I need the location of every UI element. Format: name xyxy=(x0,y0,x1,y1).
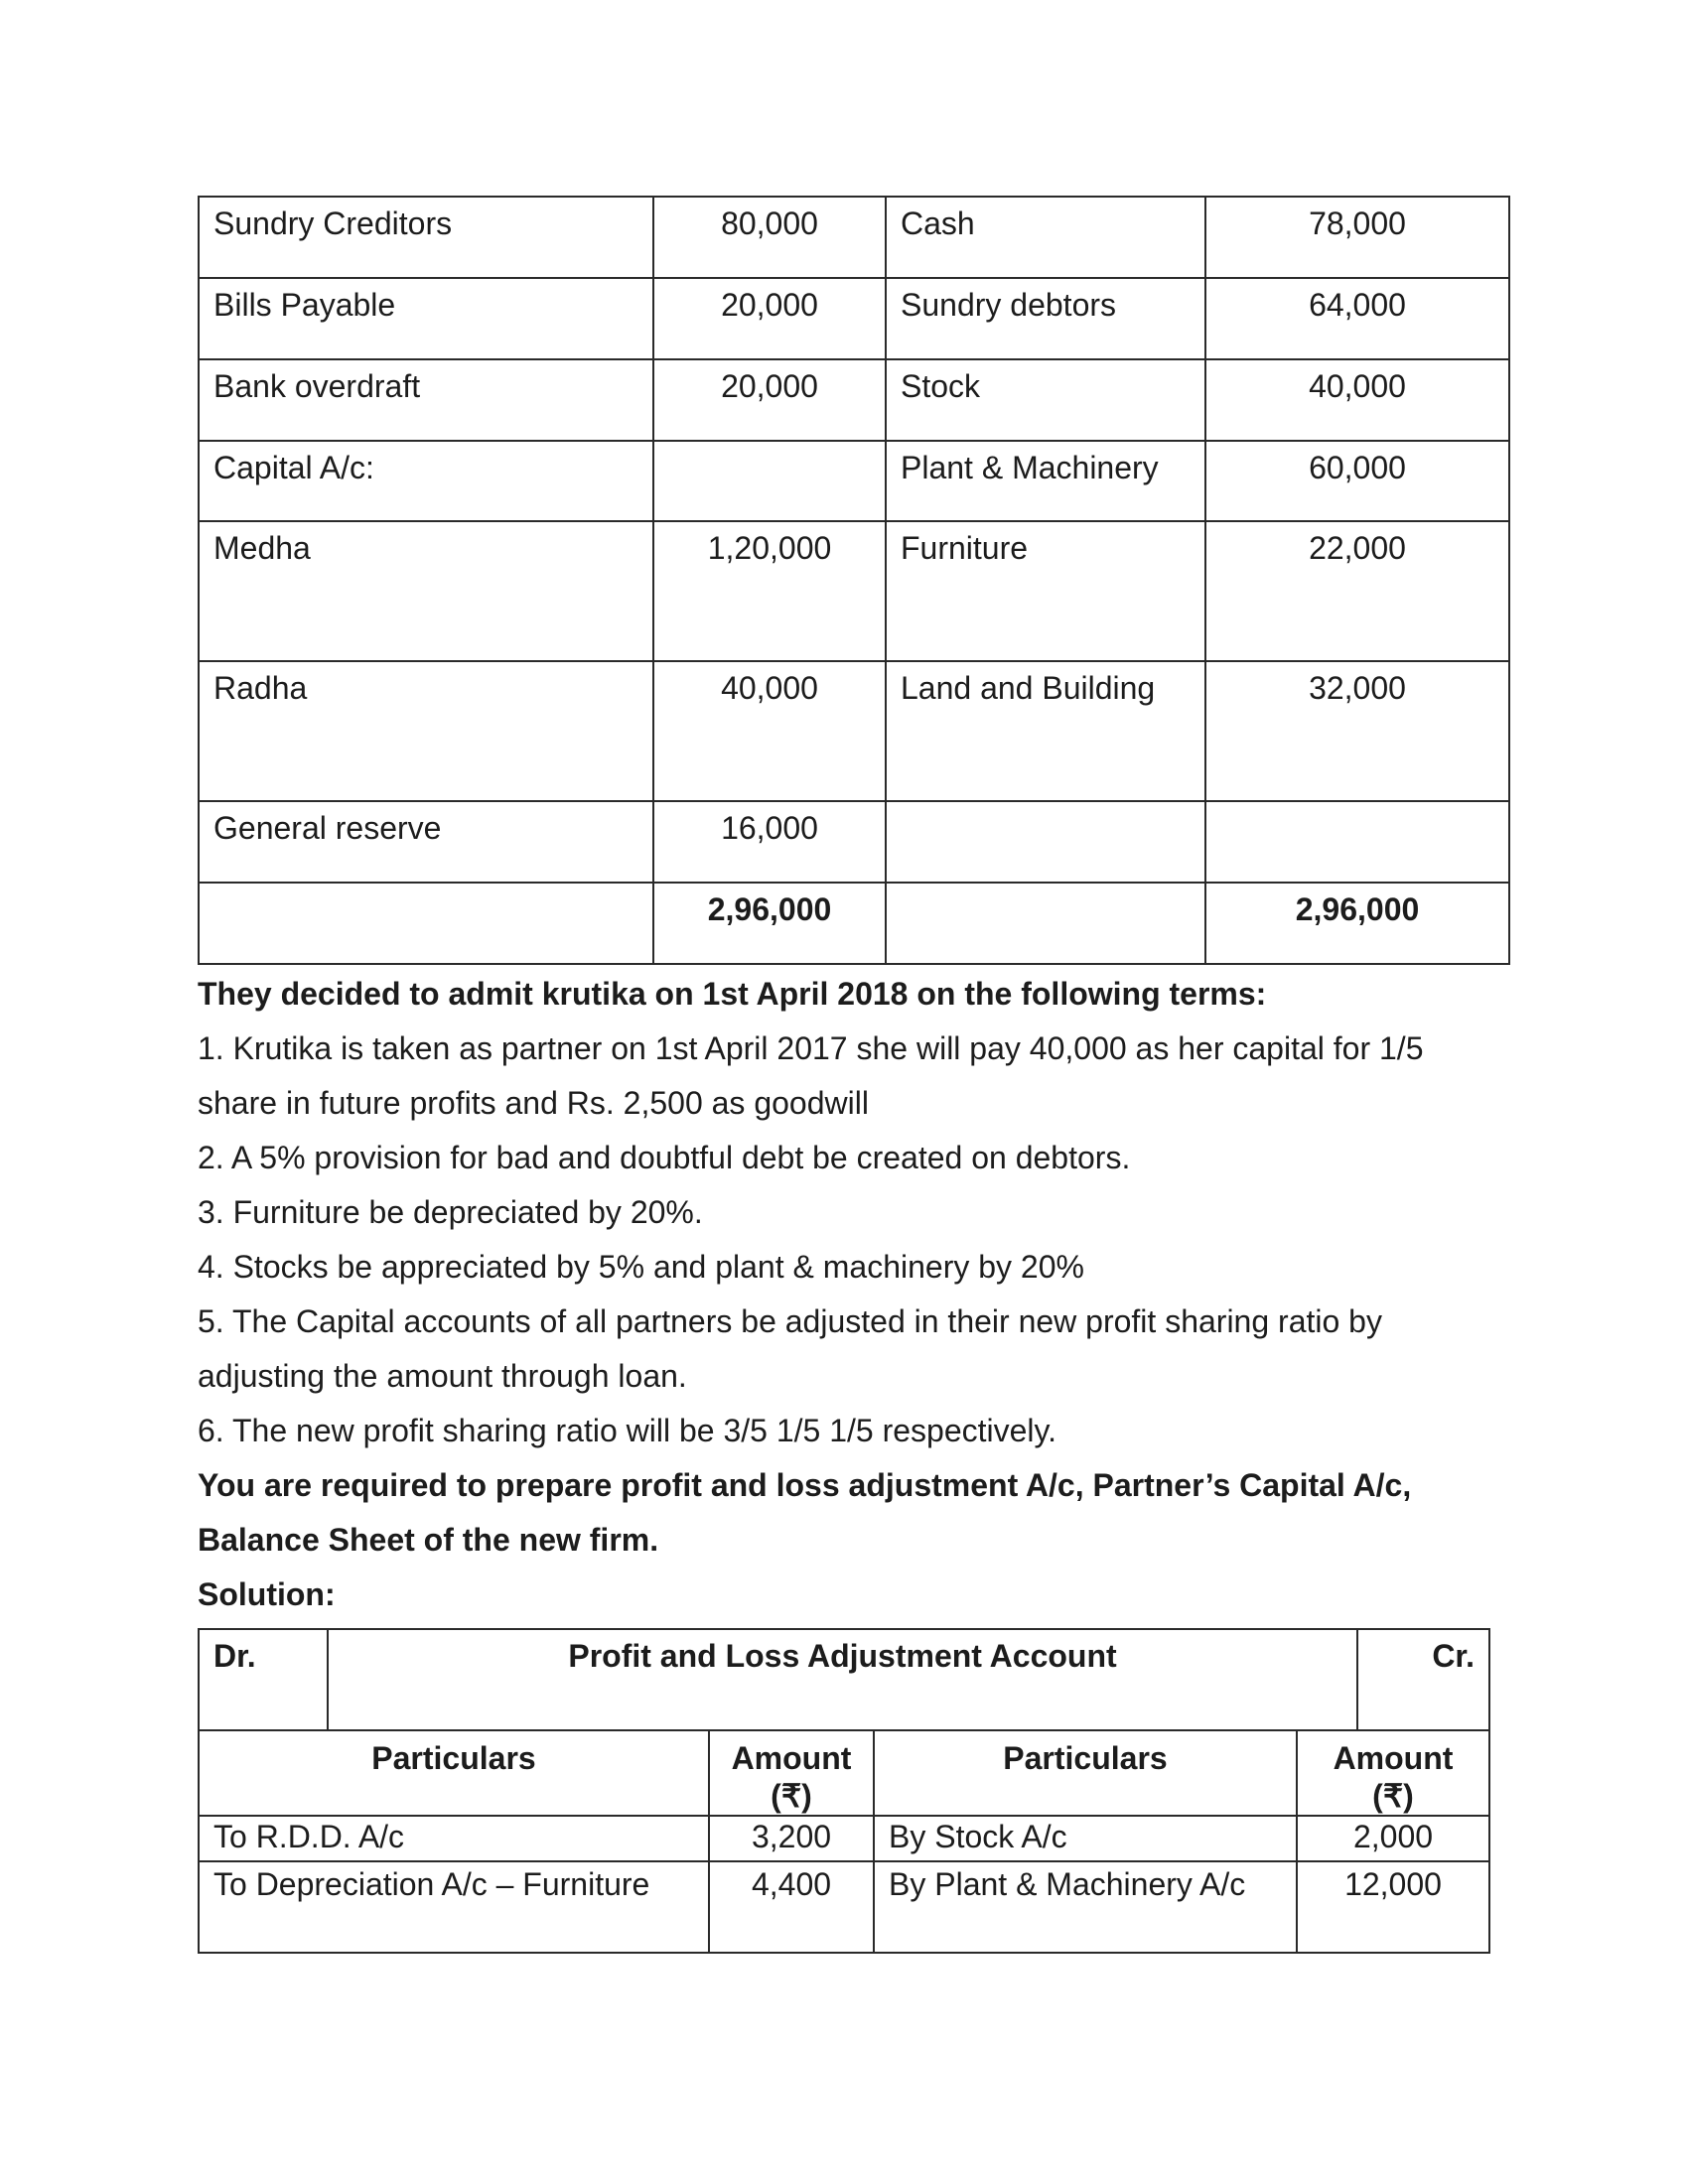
asset-amount xyxy=(1205,801,1509,883)
table-row xyxy=(199,521,1509,661)
table-row xyxy=(199,661,1509,801)
empty-cell xyxy=(886,883,1205,964)
balance-sheet-table xyxy=(198,196,1510,965)
asset-amount: 78,000 xyxy=(1205,197,1509,278)
asset-label: Stock xyxy=(886,359,1205,441)
liability-label: Capital A/c: xyxy=(199,441,653,521)
liability-amount: 80,000 xyxy=(653,197,886,278)
term-1-line-2: share in future profits and Rs. 2,500 as goodwill xyxy=(198,1085,869,1121)
table-row xyxy=(199,278,1509,359)
term-4: 4. Stocks be appreciated by 5% and plant & machinery by 20% xyxy=(198,1249,1084,1285)
credit-particular: By Plant & Machinery A/c xyxy=(874,1861,1297,1953)
liability-amount: 40,000 xyxy=(653,661,886,801)
liability-label: General reserve xyxy=(199,801,653,883)
term-2: 2. A 5% provision for bad and doubtful debt be created on debtors. xyxy=(198,1140,1131,1175)
asset-label: Furniture xyxy=(886,521,1205,661)
debit-amount: 3,200 xyxy=(709,1816,874,1861)
term-6: 6. The new profit sharing ratio will be 3/5 1/5 1/5 respectively. xyxy=(198,1413,1057,1448)
rupee-symbol: (₹) xyxy=(1372,1778,1414,1814)
asset-label: Cash xyxy=(886,197,1205,278)
liability-label: Medha xyxy=(199,521,653,661)
asset-amount: 64,000 xyxy=(1205,278,1509,359)
credit-amount: 2,000 xyxy=(1297,1816,1489,1861)
credit-amount: 12,000 xyxy=(1297,1861,1489,1953)
asset-label: Sundry debtors xyxy=(886,278,1205,359)
liability-amount: 20,000 xyxy=(653,278,886,359)
liability-amount: 1,20,000 xyxy=(653,521,886,661)
assets-total: 2,96,000 xyxy=(1205,883,1509,964)
liabilities-total: 2,96,000 xyxy=(653,883,886,964)
term-5-line-2: adjusting the amount through loan. xyxy=(198,1358,687,1394)
account-title: Profit and Loss Adjustment Account xyxy=(328,1629,1357,1730)
asset-amount: 32,000 xyxy=(1205,661,1509,801)
credit-particular: By Stock A/c xyxy=(874,1816,1297,1861)
particulars-header-right: Particulars xyxy=(874,1730,1297,1816)
terms-heading: They decided to admit krutika on 1st April 2018 on the following terms: xyxy=(198,976,1267,1012)
table-row xyxy=(199,197,1509,278)
column-header-row xyxy=(199,1730,1489,1816)
table-row xyxy=(199,1861,1489,1953)
requirement-line-1: You are required to prepare profit and loss adjustment A/c, Partner’s Capital A/c, xyxy=(198,1467,1412,1503)
liability-label: Bank overdraft xyxy=(199,359,653,441)
table-row xyxy=(199,441,1509,521)
term-1-line-1: 1. Krutika is taken as partner on 1st April 2017 she will pay 40,000 as her capital for 1/5 xyxy=(198,1030,1424,1066)
debit-particular: To R.D.D. A/c xyxy=(199,1816,709,1861)
table-row xyxy=(199,801,1509,883)
liability-label: Sundry Creditors xyxy=(199,197,653,278)
term-5-line-1: 5. The Capital accounts of all partners be adjusted in their new profit sharing ratio by xyxy=(198,1303,1382,1339)
asset-amount: 60,000 xyxy=(1205,441,1509,521)
solution-heading: Solution: xyxy=(198,1576,336,1612)
liability-label: Radha xyxy=(199,661,653,801)
asset-label xyxy=(886,801,1205,883)
asset-amount: 22,000 xyxy=(1205,521,1509,661)
requirement-line-2: Balance Sheet of the new firm. xyxy=(198,1522,659,1558)
cr-label: Cr. xyxy=(1357,1629,1489,1730)
amount-header-right-label: Amount xyxy=(1333,1740,1454,1776)
liability-amount xyxy=(653,441,886,521)
rupee-symbol: (₹) xyxy=(771,1778,812,1814)
liability-label: Bills Payable xyxy=(199,278,653,359)
empty-cell xyxy=(199,883,653,964)
table-row xyxy=(199,1816,1489,1861)
question-text xyxy=(198,967,1518,1622)
profit-loss-adjustment-table xyxy=(198,1628,1490,1954)
particulars-header-left: Particulars xyxy=(199,1730,709,1816)
liability-amount: 20,000 xyxy=(653,359,886,441)
account-header-row xyxy=(199,1629,1489,1730)
asset-label: Plant & Machinery xyxy=(886,441,1205,521)
asset-amount: 40,000 xyxy=(1205,359,1509,441)
dr-label: Dr. xyxy=(199,1629,328,1730)
debit-amount: 4,400 xyxy=(709,1861,874,1953)
amount-header-right xyxy=(1297,1730,1489,1816)
total-row xyxy=(199,883,1509,964)
debit-particular: To Depreciation A/c – Furniture xyxy=(199,1861,709,1953)
table-row xyxy=(199,359,1509,441)
asset-label: Land and Building xyxy=(886,661,1205,801)
amount-header-left xyxy=(709,1730,874,1816)
term-3: 3. Furniture be depreciated by 20%. xyxy=(198,1194,703,1230)
amount-header-left-label: Amount xyxy=(731,1740,852,1776)
liability-amount: 16,000 xyxy=(653,801,886,883)
